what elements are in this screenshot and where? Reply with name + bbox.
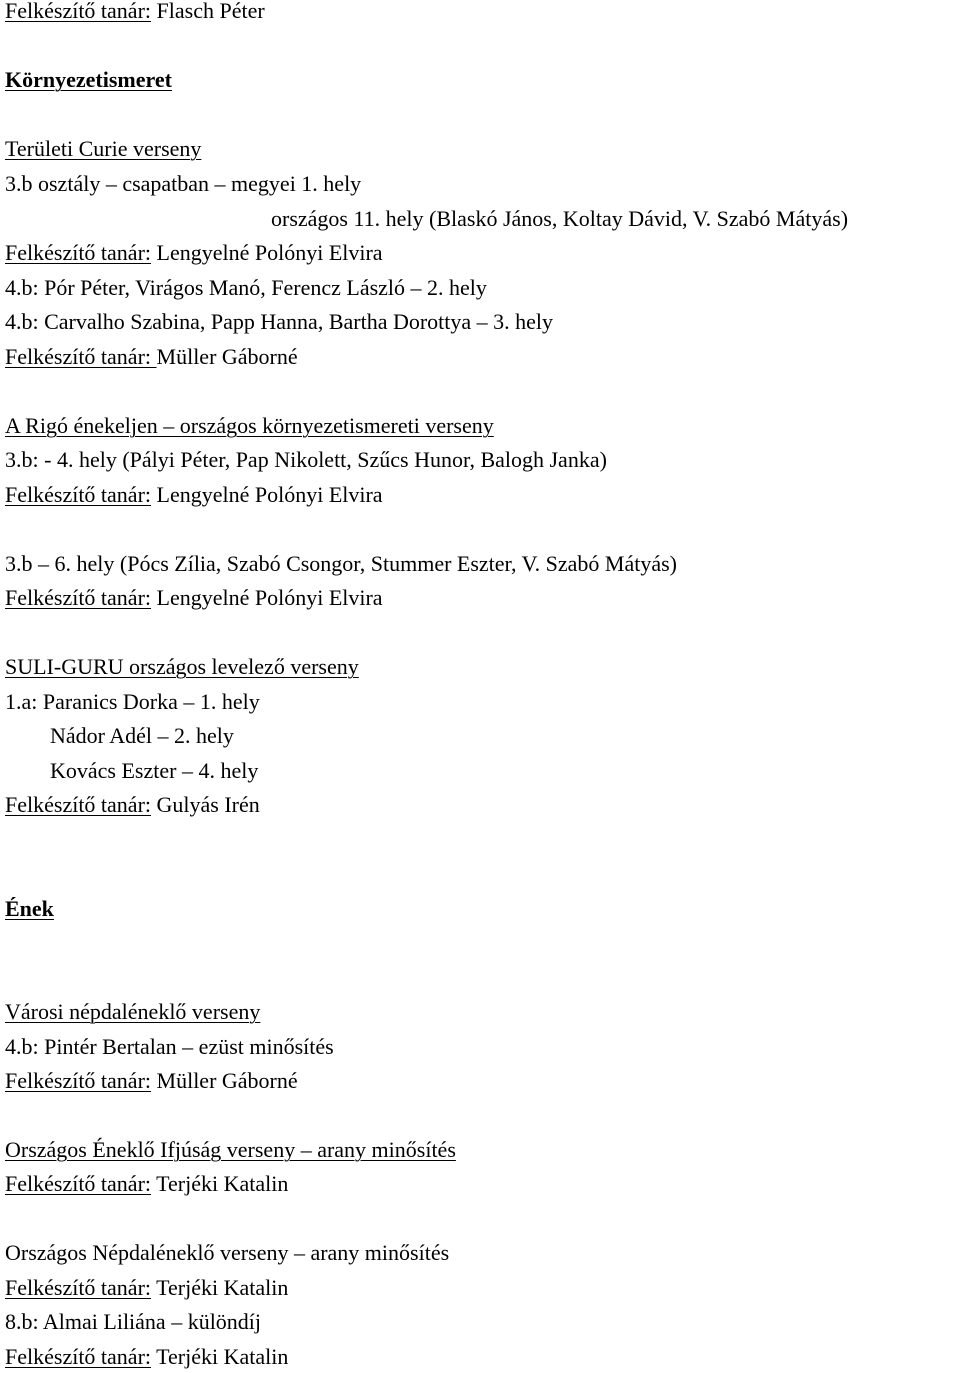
teacher-label: Felkészítő tanár: (5, 0, 152, 23)
teacher-name: Lengyelné Polónyi Elvira (151, 482, 383, 507)
teacher-name: Lengyelné Polónyi Elvira (151, 240, 383, 265)
competition-title: Országos Éneklő Ifjúság verseny – arany minősítés (5, 1137, 456, 1162)
teacher-label: Felkészítő tanár: (5, 1171, 152, 1196)
result-line: 3.b osztály – csapatban – megyei 1. hely (5, 171, 362, 196)
teacher-label: Felkészítő tanár: (5, 792, 152, 817)
teacher-line (5, 1275, 288, 1301)
teacher-name: Terjéki Katalin (151, 1275, 289, 1300)
teacher-label: Felkészítő tanár: (5, 1344, 152, 1369)
result-line: Nádor Adél – 2. hely (50, 723, 234, 748)
result-line: Kovács Eszter – 4. hely (50, 758, 259, 783)
teacher-label: Felkészítő tanár: (5, 240, 152, 265)
teacher-line (5, 1171, 288, 1197)
teacher-name: Müller Gáborné (156, 344, 298, 369)
teacher-line (5, 585, 383, 611)
teacher-line (5, 240, 383, 266)
competition-title: Területi Curie verseny (5, 136, 202, 161)
teacher-name: Terjéki Katalin (151, 1171, 289, 1196)
competition-title: A Rigó énekeljen – országos környezetismereti verseny (5, 413, 494, 438)
competition-title: Országos Népdaléneklő verseny – arany minősítés (5, 1240, 450, 1265)
teacher-line (5, 344, 298, 370)
result-line: 3.b – 6. hely (Pócs Zília, Szabó Csongor, Stummer Eszter, V. Szabó Mátyás) (5, 551, 678, 576)
teacher-label: Felkészítő tanár: (5, 344, 157, 369)
teacher-name: Gulyás Irén (151, 792, 260, 817)
section-heading-enek: Ének (5, 896, 54, 921)
teacher-line (5, 1344, 288, 1370)
teacher-line (5, 792, 260, 818)
result-line: 1.a: Paranics Dorka – 1. hely (5, 689, 260, 714)
result-line: 4.b: Pór Péter, Virágos Manó, Ferencz László – 2. hely (5, 275, 487, 300)
teacher-label: Felkészítő tanár: (5, 1275, 152, 1300)
teacher-label: Felkészítő tanár: (5, 482, 152, 507)
teacher-label: Felkészítő tanár: (5, 1068, 152, 1093)
teacher-line (5, 482, 383, 508)
teacher-name: Terjéki Katalin (151, 1344, 289, 1369)
teacher-name: Müller Gáborné (151, 1068, 298, 1093)
teacher-line (5, 1068, 298, 1094)
result-line: országos 11. hely (Blaskó János, Koltay Dávid, V. Szabó Mátyás) (271, 206, 849, 231)
teacher-line (5, 0, 265, 24)
result-line: 4.b: Pintér Bertalan – ezüst minősítés (5, 1034, 334, 1059)
competition-title: SULI-GURU országos levelező verseny (5, 654, 359, 679)
teacher-label: Felkészítő tanár: (5, 585, 152, 610)
competition-title: Városi népdaléneklő verseny (5, 999, 261, 1024)
teacher-name: Flasch Péter (151, 0, 265, 23)
result-line: 4.b: Carvalho Szabina, Papp Hanna, Bartha Dorottya – 3. hely (5, 309, 554, 334)
teacher-name: Lengyelné Polónyi Elvira (151, 585, 383, 610)
result-line: 8.b: Almai Liliána – különdíj (5, 1309, 262, 1334)
result-line: 3.b: - 4. hely (Pályi Péter, Pap Nikolett, Szűcs Hunor, Balogh Janka) (5, 447, 607, 472)
section-heading-kornyezetismeret: Környezetismeret (5, 67, 172, 92)
